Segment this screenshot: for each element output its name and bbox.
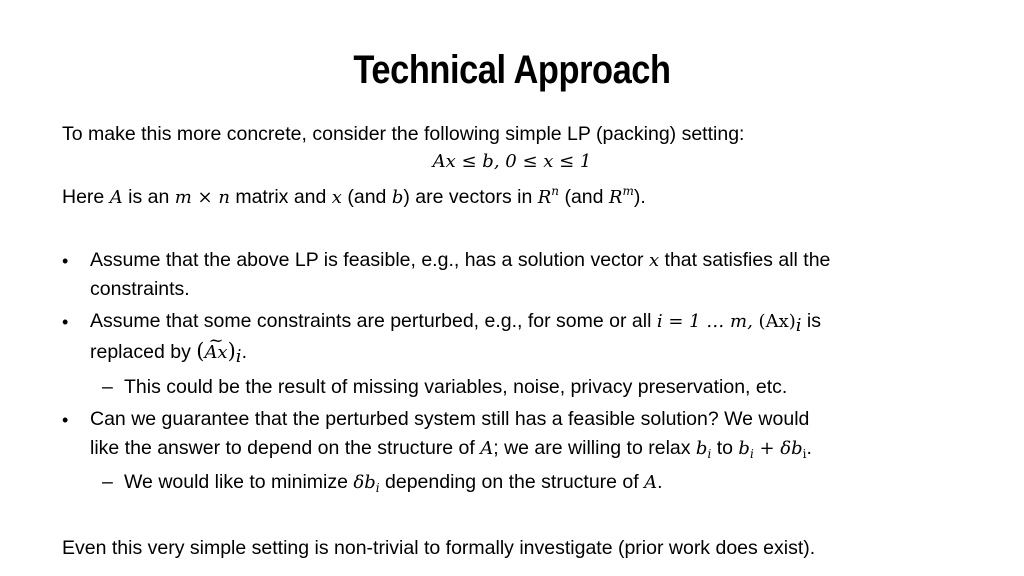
math-ax: $(Ax)_i$ xyxy=(758,311,802,336)
text: (and xyxy=(559,186,609,208)
math-a: A xyxy=(644,472,658,493)
sub-bullet-2: We would like to minimize $\delta b_i$ depending on the structure of A. xyxy=(124,471,663,495)
slide-title: Technical Approach xyxy=(353,48,671,92)
math-a: A xyxy=(480,438,494,459)
math-a: A xyxy=(109,187,123,208)
bullet-3-line-1: Can we guarantee that the perturbed system still has a feasible solution? We would xyxy=(90,408,810,430)
bullet-2-line-1: Assume that some constraints are perturbed, e.g., for some or all i = 1 … m, $(Ax)_i$ is xyxy=(90,310,822,336)
bullet-3-line-2: like the answer to depend on the structure of A; we are willing to relax $b_i$ to $b_i + \delta b_i$. xyxy=(90,437,812,461)
math-bi: $b_i$ xyxy=(695,438,712,461)
math-rm: $R^m$ xyxy=(608,184,634,208)
math-dims: m × n xyxy=(174,187,230,208)
bullet-1-line-2: constraints. xyxy=(90,278,190,300)
dash-marker: – xyxy=(102,376,113,398)
math-x: x xyxy=(648,250,660,271)
closing-text: Even this very simple setting is non-trivial to formally investigate (prior work does exist). xyxy=(62,537,816,559)
text: Here xyxy=(62,186,110,208)
subscript: i xyxy=(235,346,242,367)
sub-bullet-1: This could be the result of missing variables, noise, privacy preservation, etc. xyxy=(124,376,788,398)
math-b: b xyxy=(391,187,404,208)
math-delta-bi: $\delta b_i$ xyxy=(353,472,380,495)
intro-text: To make this more concrete, consider the following simple LP (packing) setting: xyxy=(62,123,745,145)
text: ). xyxy=(633,186,646,208)
math-rn: $R^n$ xyxy=(537,184,560,208)
text: is an xyxy=(122,186,175,208)
math-index: i = 1 … m, xyxy=(656,311,759,332)
definition-line xyxy=(62,184,646,209)
text: ) are vectors in xyxy=(403,186,538,208)
bullet-marker: • xyxy=(62,312,69,332)
bullet-marker: • xyxy=(62,410,69,430)
math-bi-delta: $b_i + \delta b_i$ xyxy=(738,438,807,461)
paren: ) xyxy=(227,339,236,363)
bullet-1-line-1: Assume that the above LP is feasible, e.g., has a solution vector x that satisfies all the xyxy=(90,249,831,271)
text: matrix and xyxy=(229,186,332,208)
math-perturbed-ax: ( xyxy=(196,339,205,363)
bullet-2-line-2: replaced by (~ $Ax)_i$. xyxy=(90,339,247,367)
math-x: x xyxy=(331,187,342,208)
dash-marker: – xyxy=(102,471,113,493)
tilde-ax: ~ Ax xyxy=(204,342,227,363)
text: (and xyxy=(341,186,392,208)
bullet-marker: • xyxy=(62,251,69,271)
lp-formula: Ax ≤ b, 0 ≤ x ≤ 1 xyxy=(432,151,592,172)
